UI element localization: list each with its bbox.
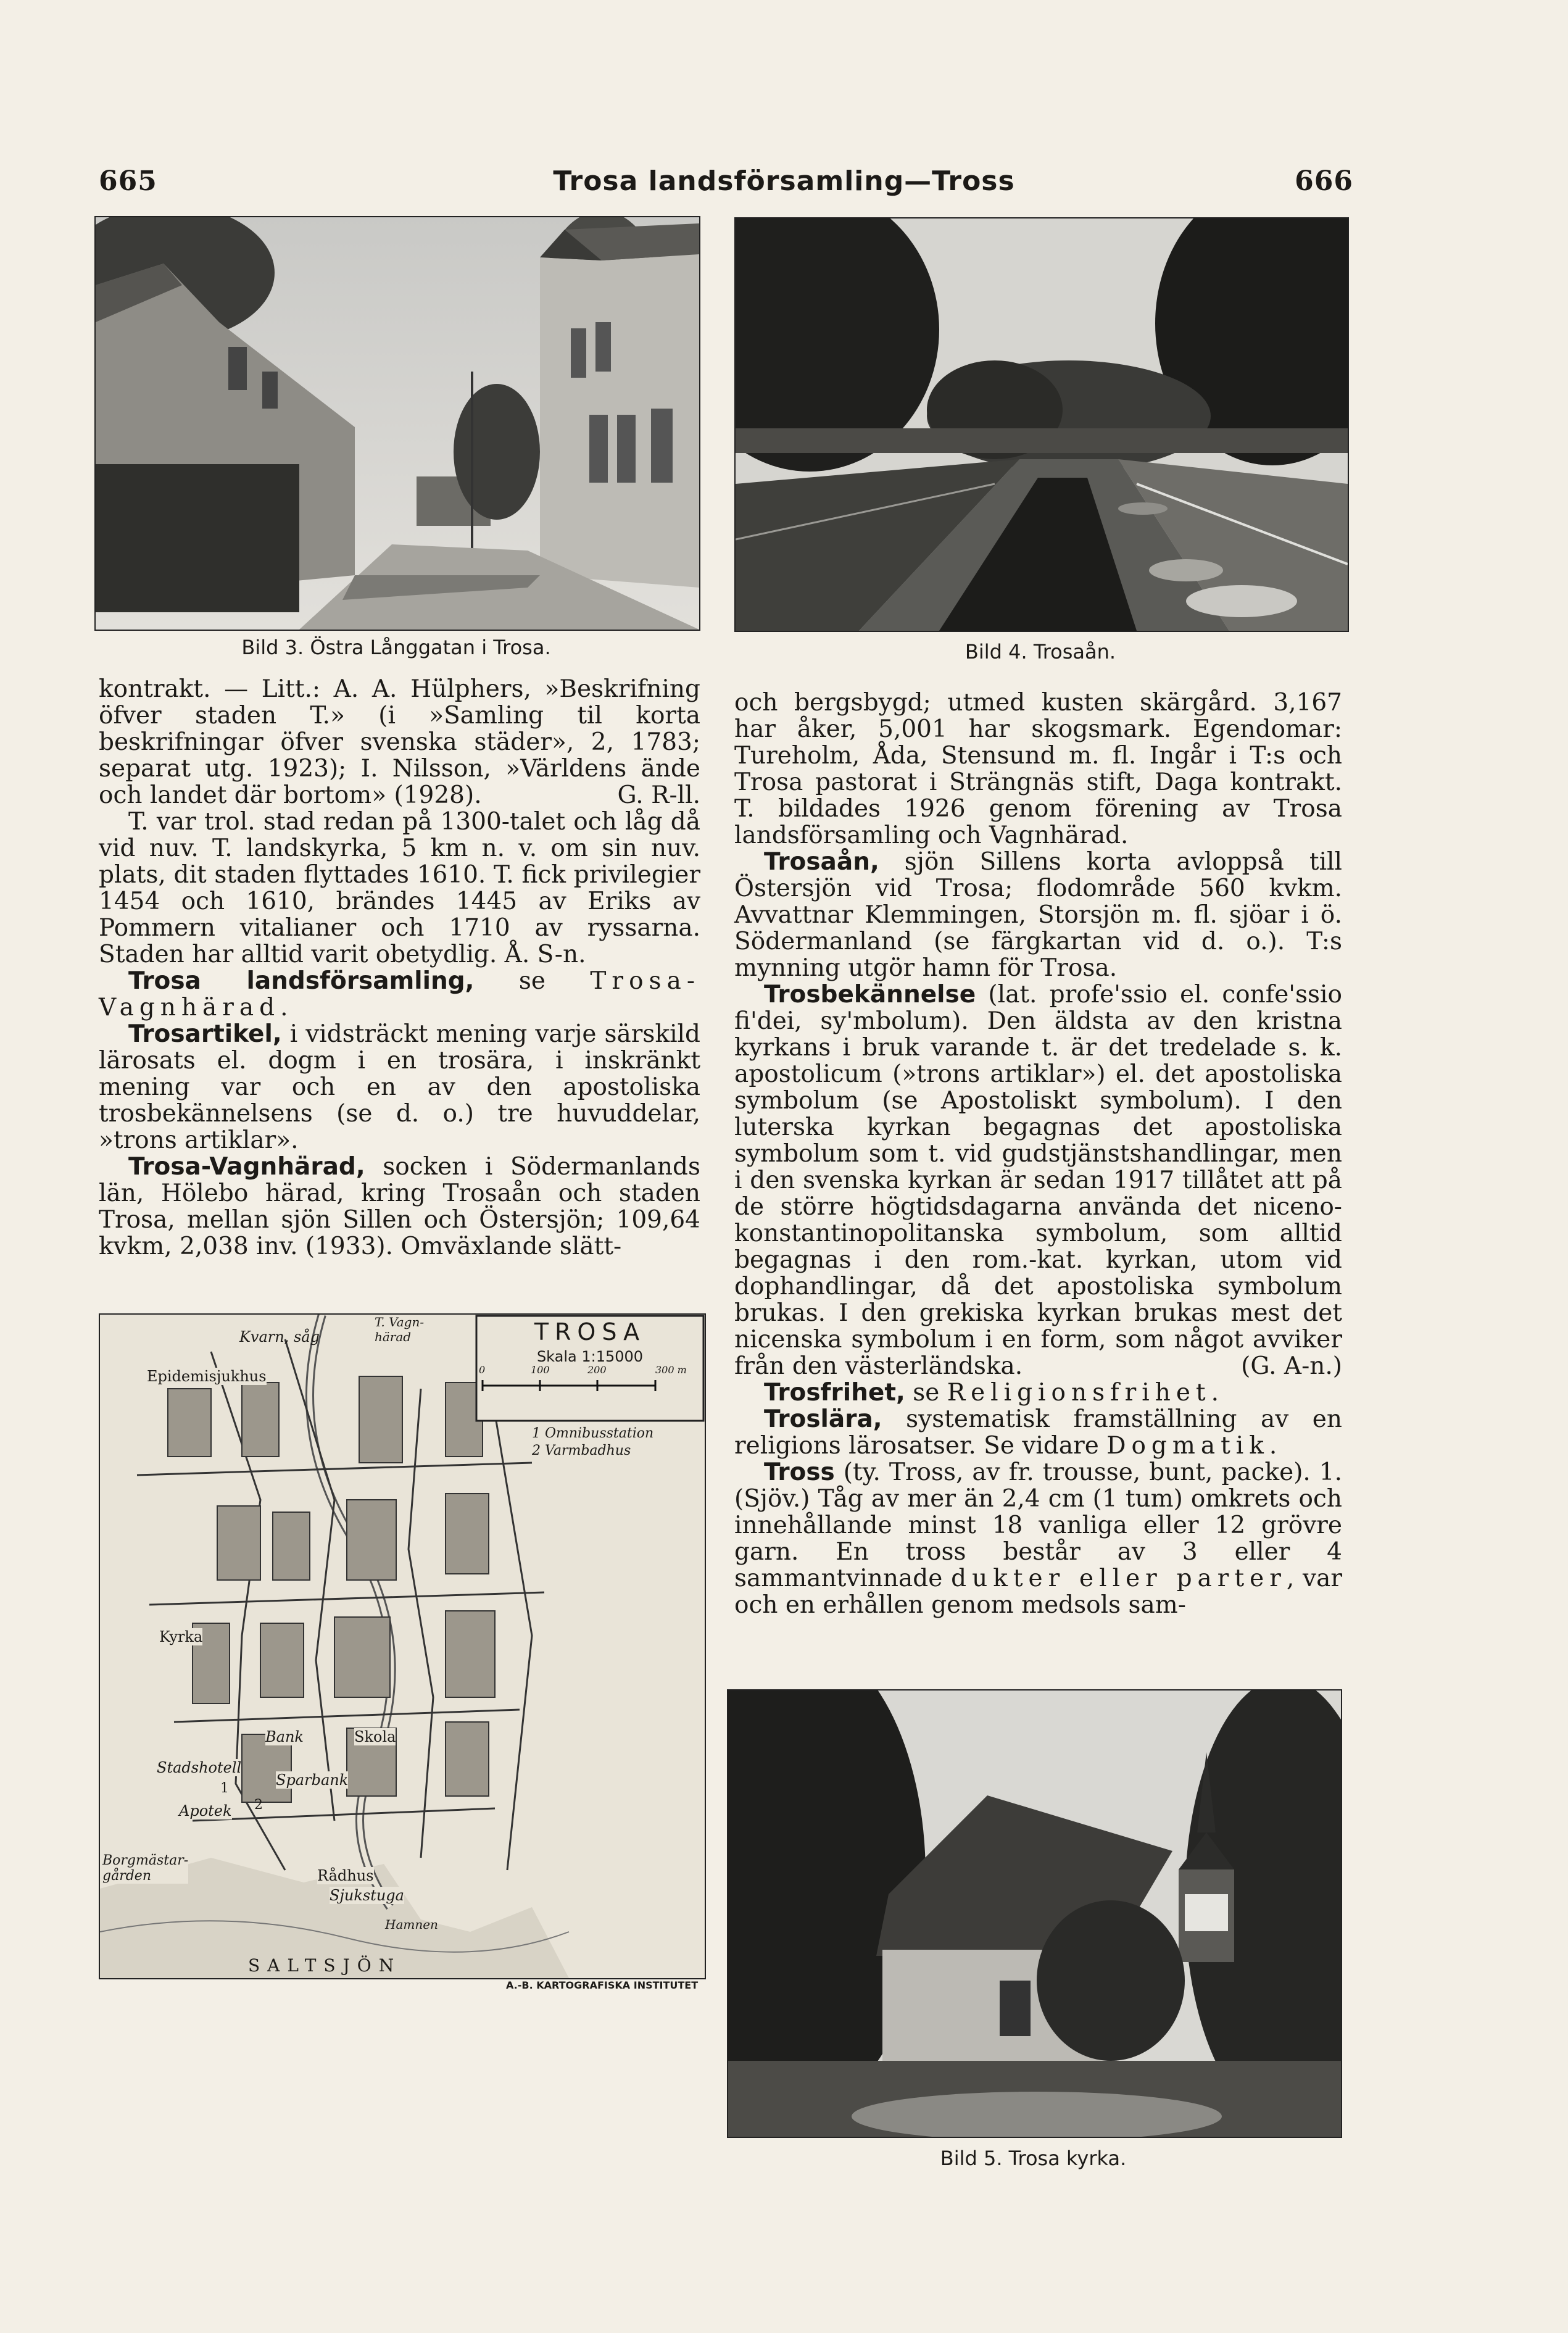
entry-text: socken i Södermanlands län, Hölebo härad, kring Trosaån och staden Trosa, mellan sjön Sillen och Östersjön; 109,64 kvkm, 2,038 inv. (1933). Omväxlande slätt- (99, 1153, 700, 1260)
label-hamnen: Hamnen (385, 1917, 438, 1932)
label-kyrka: Kyrka (159, 1628, 203, 1645)
entry-text: . (1211, 1379, 1219, 1407)
caption-bild-3: Bild 3. Östra Långgatan i Trosa. (241, 636, 551, 659)
entry-trosa-landsforsamling (99, 968, 700, 1021)
scale-tick-200: 200 (587, 1364, 607, 1376)
entry-text: , var och en erhållen genom medsols sam- (734, 1565, 1342, 1619)
trosa-town-map (99, 1313, 706, 1979)
label-borgmastargarden: Borgmästar- gården (102, 1853, 189, 1884)
right-text-column (734, 689, 1342, 1618)
entry-headword: Trosbekännelse (764, 981, 976, 1008)
entry-trosaan (734, 849, 1342, 981)
cross-reference: Dogmatik (1106, 1432, 1269, 1460)
entry-text: i vidsträckt mening varje särskild lärosats el. dogm i en trosära, i inskränkt mening var och en av den apostoliska trosbekännelsens (se d. o.) tre huvuddelar, »trons artiklar». (99, 1020, 700, 1154)
map-credit: A.-B. KARTOGRAFISKA INSTITUTET (506, 1979, 699, 1991)
label-radhus: Rådhus (317, 1867, 374, 1884)
entry-text: kontrakt. — Litt.: A. A. Hülphers, »Beskrifning öfver staden T.» (i »Samling til korta beskrifningar öfver svenska städer», 2, 1783; separat utg. 1923); I. Nilsson, »Världens ände och landet där bortom» (1928). (99, 675, 700, 809)
cross-reference: dukter eller parter (951, 1565, 1287, 1592)
entry-trosa-vagnharad (99, 1154, 700, 1260)
entry-text: se (474, 967, 591, 995)
caption-bild-5: Bild 5. Trosa kyrka. (940, 2147, 1127, 2170)
entry-trosfrihet (734, 1379, 1342, 1406)
label-bank: Bank (265, 1728, 304, 1745)
label-sparbank: Sparbank (276, 1771, 349, 1789)
entry-historik (99, 809, 700, 968)
entry-tross (734, 1459, 1342, 1618)
label-vagnharad: T. Vagn- härad (375, 1315, 425, 1344)
cross-reference: Religionsfrihet (947, 1379, 1211, 1407)
entry-headword: Trosa-Vagnhärad, (128, 1153, 365, 1181)
map-scale: Skala 1:15000 (536, 1348, 644, 1365)
scale-tick-300: 300 m (655, 1364, 687, 1376)
label-sjukstuga: Sjukstuga (330, 1887, 404, 1904)
map-title: TROSA (534, 1318, 646, 1345)
label-kvarn: Kvarn, såg (239, 1328, 320, 1345)
photo-ostra-langgatan (94, 216, 700, 631)
entry-litteratur (99, 676, 700, 809)
entry-text: T. var trol. stad redan på 1300-talet och låg då vid nuv. T. landskyrka, 5 km n. v. om sin nuv. plats, dit staden flyttades 1610. T. fick privilegier 1454 och 1610, brändes 1445 av Eriks av Pommern vitalianer och 1710 av ryssarna. Staden har alltid varit obetydlig. Å. S-n. (99, 808, 700, 968)
label-epidemisjukhus: Epidemisjukhus (147, 1368, 267, 1385)
entry-text: (ty. Tross, av fr. trousse, bunt, packe). 1. (Sjöv.) Tåg av mer än 2,4 cm (1 tum) omkrets och innehållande minst 18 vanliga eller 12 grövre garn. En tross består av 3 eller 4 sammantvinnade (734, 1458, 1342, 1592)
photo-trosa-kyrka (727, 1689, 1342, 2138)
entry-text: sjön Sillens korta avloppså till Östersjön vid Trosa; flodområde 560 kvkm. Avvattnar Klemmingen, Storsjön m. fl. sjöar i ö. Södermanland (se färgkartan vid d. o.). T:s mynning utgör hamn för Trosa. (734, 848, 1342, 982)
legend-1: 1 Omnibusstation (532, 1426, 654, 1441)
entry-text: se (905, 1379, 947, 1407)
river-photo-illustration (736, 218, 1348, 631)
page-number-left: 665 (99, 165, 157, 197)
scale-tick-0: 0 (479, 1364, 486, 1376)
entry-text: . (1269, 1432, 1277, 1460)
label-num-2: 2 (254, 1797, 263, 1813)
signature: (G. A-n.) (1241, 1352, 1342, 1380)
entry-headword: Troslära, (764, 1405, 882, 1433)
entry-text: (lat. profe'ssio el. confe'ssio fi'dei, sy'mbolum). Den äldsta av den kristna kyrkans i bruk varande t. är det tredelade s. k. apostolicum (»trons artiklar») el. det apostoliska symbolum (se Apostoliskt symbolum). I den luterska kyrkan begagnas det apostoliska symbolum som t. vid gudstjänstshandlingar, men i den svenska kyrkan är sedan 1917 tillåtet att på de större högtidsdagarna använda det niceno-konstantinopolitanska symbolum, som alltid begagnas i den rom.-kat. kyrkan, utom vid dophandlingar, då det apostoliska symbolum brukas. I den grekiska kyrkan brukas mest det nicenska symbolum i en form, som något avviker från den västerländska. (734, 981, 1342, 1380)
entry-trosbekannelse (734, 981, 1342, 1379)
scale-tick-100: 100 (531, 1364, 550, 1376)
street-photo-illustration (96, 217, 699, 630)
entry-text: systematisk framställning av en religions lärosatser. Se vidare (734, 1405, 1342, 1460)
running-title: Trosa landsförsamling—Tross (553, 165, 1015, 197)
label-apotek: Apotek (179, 1802, 232, 1819)
label-skola: Skola (354, 1728, 396, 1745)
label-stadshotell: Stadshotell (157, 1759, 242, 1776)
church-photo-illustration (728, 1690, 1341, 2137)
legend-2: 2 Varmbadhus (532, 1443, 631, 1458)
entry-headword: Trosfrihet, (764, 1379, 905, 1407)
entry-headword: Trosa landsförsamling, (128, 967, 475, 995)
entry-text: och bergsbygd; utmed kusten skärgård. 3,167 har åker, 5,001 har skogsmark. Egendomar: Tureholm, Åda, Stensund m. fl. Ingår i T:s och Trosa pastorat i Strängnäs stift, Daga kontrakt. T. bildades 1926 genom förening av Trosa landsförsamling och Vagnhärad. (734, 689, 1342, 849)
label-num-1: 1 (220, 1781, 229, 1796)
entry-troslara (734, 1406, 1342, 1459)
page-number-right: 666 (1295, 165, 1353, 197)
entry-trosartikel (99, 1021, 700, 1154)
entry-headword: Tross (764, 1458, 835, 1486)
map-drawing (100, 1315, 705, 1978)
signature: G. R-ll. (617, 781, 700, 809)
entry-headword: Trosaån, (764, 848, 879, 876)
entry-trosa-vagnharad-cont (734, 689, 1342, 849)
photo-trosaan (734, 217, 1349, 632)
entry-text: . (280, 994, 288, 1021)
label-saltsjon: SALTSJÖN (248, 1955, 402, 1976)
left-text-column (99, 676, 700, 1260)
caption-bild-4: Bild 4. Trosaån. (964, 640, 1116, 663)
cross-reference: Trosa-Vagnhärad (99, 967, 701, 1021)
entry-headword: Trosartikel, (128, 1020, 282, 1048)
